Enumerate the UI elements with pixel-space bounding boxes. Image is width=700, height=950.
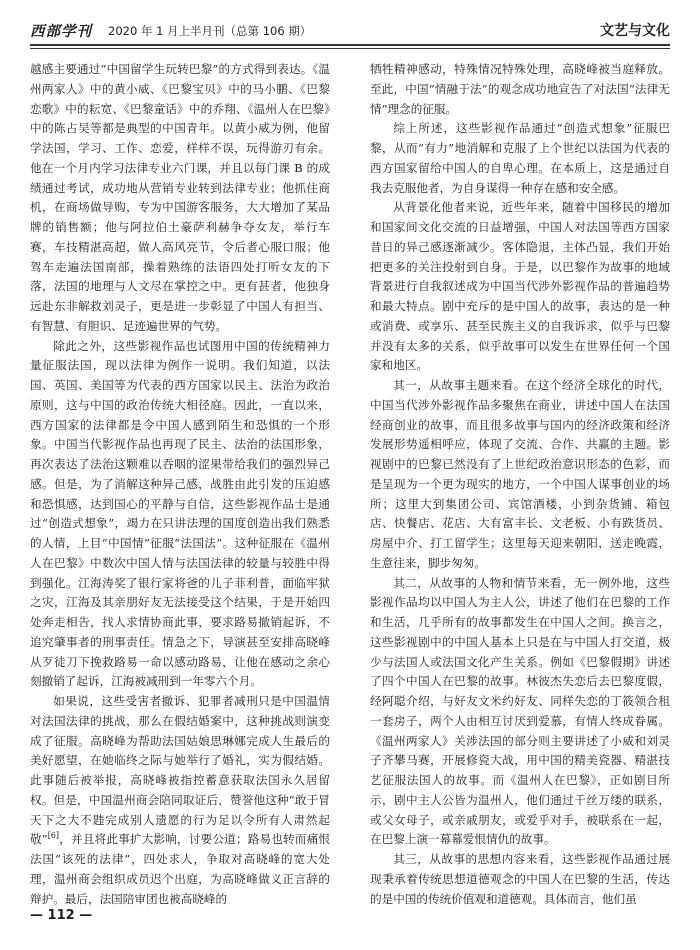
page-header xyxy=(30,16,670,44)
section-title: 文艺与文化 xyxy=(600,23,670,39)
right-column xyxy=(370,60,670,909)
paragraph: 牺牲精神感动，特殊情况特殊处理，高晓峰被当庭释放。至此，中国“情融于法”的观念成功地宣告了对法国“法律无情”理念的征服。 xyxy=(370,62,670,116)
header-rule-thick xyxy=(30,44,670,46)
paragraph-text: 如果说，这些受害者撤诉、犯罪者减刑只是中国温情对法国法律的挑战，那么在假结婚案中，这种挑战则演变成了征服。高晓峰为帮助法国姑娘思琳娜完成人生最后的美好愿望，在她临终之际与她举行了婚礼，实为假结婚。此事随后被举报，高晓峰被指控蓄意获取法国永久居留权。但是，中国温州商会陪同取证后，赞誉他这种“敢于冒天下之大不韪完成别人遗愿的行为足以令所有人肃然起敬” xyxy=(30,694,330,847)
paragraph: 综上所述，这些影视作品通过“创造式想象”征服巴黎，从而“有力”地消解和克服了上个世纪以法国为代表的西方国家留给中国人的自卑心理。在本质上，这是通过自我去克服他者，为自身谋得一种存在感和安全感。 xyxy=(370,121,670,195)
paragraph: 越感主要通过“中国留学生玩转巴黎”的方式得到表达。《温州两家人》中的黄小威、《巴黎宝贝》中的马小鹏、《巴黎恋歌》中的耘宽、《巴黎童话》中的乔翔、《温州人在巴黎》中的陈占吴等都是典型的中国青年。以黄小威为例，他留学法国，学习、工作、恋爱，样样不误，玩得游刃有余。他在一个月内学习法律专业六门课，并且以每门课 B 的成绩通过考试，成功地从营销专业转到法律专业；他抓住商机，在商场做导购，专为中国游客服务，大大增加了某品牌的销售额；他与阿拉伯土豪萨利赫争夺女友，举行车赛，车技精湛高超，做人高风亮节，令后者心服口服；他驾车走遍法国南部，操着熟练的法语四处打听女友的下落，法国的地理与人文尽在掌控之中。更有甚者，他独身远赴东非解救刘灵子，更是进一步彰显了中国人有担当、有智慧、有胆识、足迹遍世界的气势。 xyxy=(30,62,330,333)
issue-info: 2020 年 1 月上半月刊（总第 106 期） xyxy=(108,24,312,38)
left-column xyxy=(30,60,330,909)
paragraph xyxy=(30,692,330,909)
paragraph: 其三，从故事的思想内容来看，这些影视作品通过展现秉承着传统思想道德观念的中国人在巴黎的生活，传达的是中国的传统价值观和道德观。具体而言，他们虽 xyxy=(370,852,670,906)
page-number: — 112 — xyxy=(30,908,93,923)
paragraph: 其二，从故事的人物和情节来看，无一例外地，这些影视作品均以中国人为主人公，讲述了他们在巴黎的工作和生活，几乎所有的故事都发生在中国人之间。换言之，这些影视剧中的中国人基本上只是在与中国人打交道，极少与法国人或法国文化产生关系。例如《巴黎假期》讲述了四个中国人在巴黎的故事。林彼杰失恋后去巴黎度假，经阿聪介绍，与好友文米约好友、同样失恋的丁筱领合租一套房子，两个人由相互讨厌到爱慕，有情人终成眷属。《温州两家人》关涉法国的部分则主要讲述了小威和刘灵子齐攀马赛，开展修瓷大战，用中国的精美瓷器、精湛技艺征服法国人的故事。而《温州人在巴黎》，正如剧目所示，剧中主人公皆为温州人，他们通过千丝万缕的联系，或父女母子，或亲戚朋友，或爱乎对手，被联系在一起，在巴黎上演一幕幕爱恨情仇的故事。 xyxy=(370,575,670,847)
paragraph: 其一，从故事主题来看。在这个经济全球化的时代，中国当代涉外影视作品多聚焦在商业，讲述中国人在法国经商创业的故事，而且很多故事与国内的经济政策和经济发展形势遥相呼应，体现了交流、合作、共赢的主题。影视剧中的巴黎已然没有了上世纪政治意识形态的色彩，而是呈现为一个更为现实的地方，一个中国人谋事创业的场所；这里大到集团公司、宾馆酒楼，小到杂货铺、箱包店、快餐店、花店、大有富丰长、文老板、小有跌货员、房屋中介、打工留学生；这里每天迎来朝阳，送走晚霞，生意往来，脚步匆匆。 xyxy=(370,378,670,570)
paragraph-text: ，并且将此事扩大影响，讨要公道；路易也转而痛恨法国“该死的法律”，四处求人，争取对高晓峰的宽大处理，温州商会组织成员迟个出庭，为高晓峰做义正言辞的辩护。最后，法国陪审团也被高晓峰的 xyxy=(30,832,330,906)
header-rule-thin xyxy=(30,48,670,49)
paragraph: 从背景化他者来说，近些年来，随着中国移民的增加和国家间文化交流的日益增强，中国人对法国等西方国家昔日的异己感逐渐减少。客体隐退，主体凸显，我们开始把更多的关注投射到自身。于是，以巴黎作为故事的地域背景进行自我叙述成为中国当代涉外影视作品的普遍趋势和最大特点。剧中充斥的是中国人的故事，表达的是一种或消费、或享乐、甚至民族主义的自我诉求，似乎与巴黎并没有太多的关系，似乎故事可以发生在世界任何一个国家和地区。 xyxy=(370,200,670,373)
paragraph: 除此之外，这些影视作品也试图用中国的传统精神力量征服法国，现以法律为例作一说明。我们知道，以法国、英国、美国等为代表的西方国家以民主、法治为政治原则，这与中国的政治传统大相径庭。因此，一直以来，西方国家的法律都是令中国人感到陌生和恐惧的一个形象。中国当代影视作品也再现了民主、法治的法国形象，再次表达了法治这颗难以吞咽的涩果带给我们的强烈异己感。但是，为了消解这种异己感，战胜由此引发的压迫感和恐惧感，达到国心的平静与自信，这些影视作品士是通过“创造式想象”，竭力在只讲法理的国度创造出我们熟悉的人情，上目“中国情”征服“法国法”。这种征服在《温州人在巴黎》中数次中国人情与法国法律的较量与较胜中得到强化。江海涛奖了银行家将爸的儿子菲利普，面临牢狱之灾，江海及其亲朋好友无法接受这个结果，于是开始四处奔走相告，找人求情协商此事，要求路易撤销起诉，不追究肇事者的刑事责任。情急之下，导演甚至安排高晓峰从歹徒刀下挽救路易一命以感动路易，让他在感动之余心刻撤销了起诉，江海被减刑到一年零六个月。 xyxy=(30,338,330,689)
journal-masthead: 西部学刊 xyxy=(30,23,92,40)
citation-marker: [6] xyxy=(47,831,60,841)
